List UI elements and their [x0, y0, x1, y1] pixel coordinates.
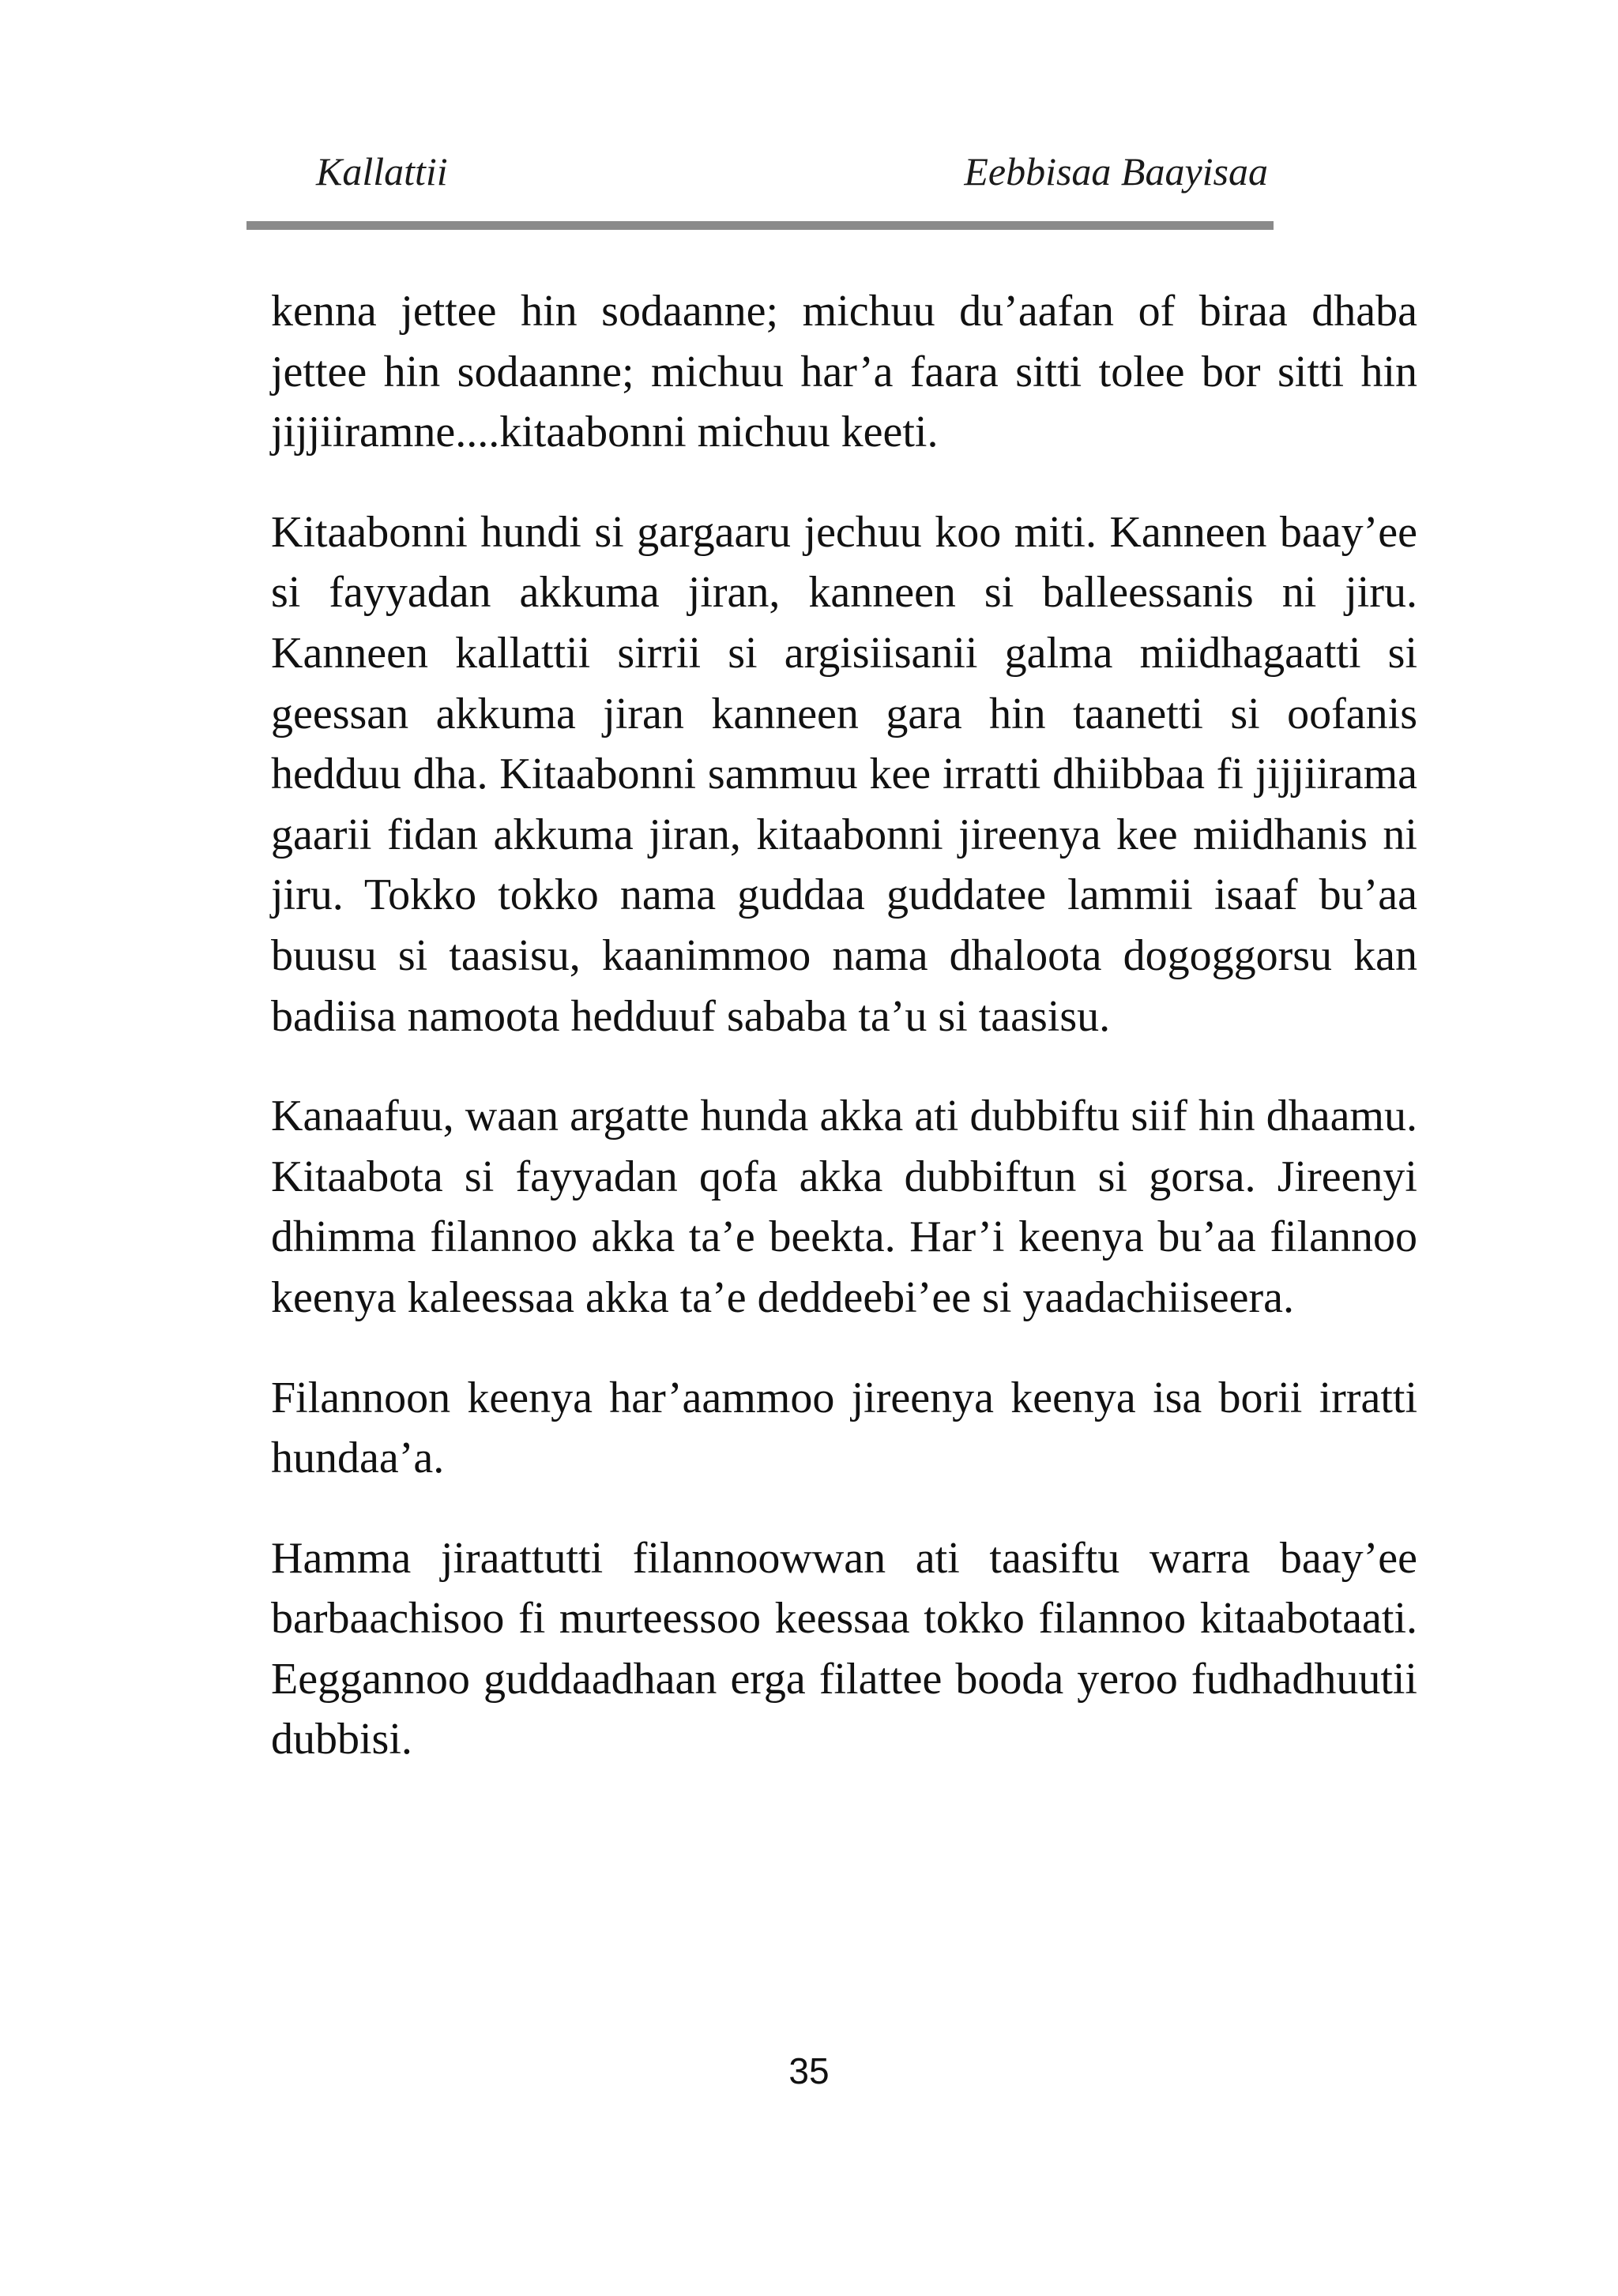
page-number: 35 [788, 2050, 830, 2091]
running-header-title: Kallattii [316, 149, 448, 194]
page-header [249, 148, 1268, 212]
body-text [271, 281, 1417, 1809]
paragraph: Kitaabonni hundi si gargaaru jechuu koo miti. Kanneen baay’ee si fayyadan akkuma jiran, kanneen si balleessanis ni jiru. Kanneen kallattii sirrii si argisiisanii galma miidhagaatti si geessan akkuma jiran kanneen gara hin taanetti si oofanis hedduu dha. Kitaabonni sammuu kee irratti dhiibbaa fi jijjiirama gaarii fidan akkuma jiran, kitaabonni jireenya kee miidhanis ni jiru. Tokko tokko nama guddaa guddatee lammii isaaf bu’aa buusu si taasisu, kaanimmoo nama dhaloota dogoggorsu kan badiisa namoota hedduuf sababa ta’u si taasisu. [271, 507, 1417, 1041]
header-divider [246, 221, 1274, 230]
paragraph: Kanaafuu, waan argatte hunda akka ati dubbiftu siif hin dhaamu. Kitaabota si fayyadan qofa akka dubbiftun si gorsa. Jireenyi dhimma filannoo akka ta’e beekta. Har’i keenya bu’aa filannoo keenya kaleessaa akka ta’e deddeebi’ee si yaadachiiseera. [271, 1092, 1417, 1322]
paragraph: Hamma jiraattutti filannoowwan ati taasiftu warra baay’ee barbaachisoo fi murteessoo keessaa tokko filannoo kitaabotaati. Eeggannoo guddaadhaan erga filattee booda yeroo fudhadhuutii dubbisi. [271, 1533, 1417, 1764]
running-header-author: Eebbisaa Baayisaa [964, 149, 1268, 194]
paragraph: kenna jettee hin sodaanne; michuu du’aafan of biraa dhaba jettee hin sodaanne; michuu har’a faara sitti tolee bor sitti hin jijjiiramne....kitaabonni michuu keeti. [271, 287, 1417, 457]
paragraph: Filannoon keenya har’aammoo jireenya keenya isa borii irratti hundaa’a. [271, 1373, 1417, 1483]
